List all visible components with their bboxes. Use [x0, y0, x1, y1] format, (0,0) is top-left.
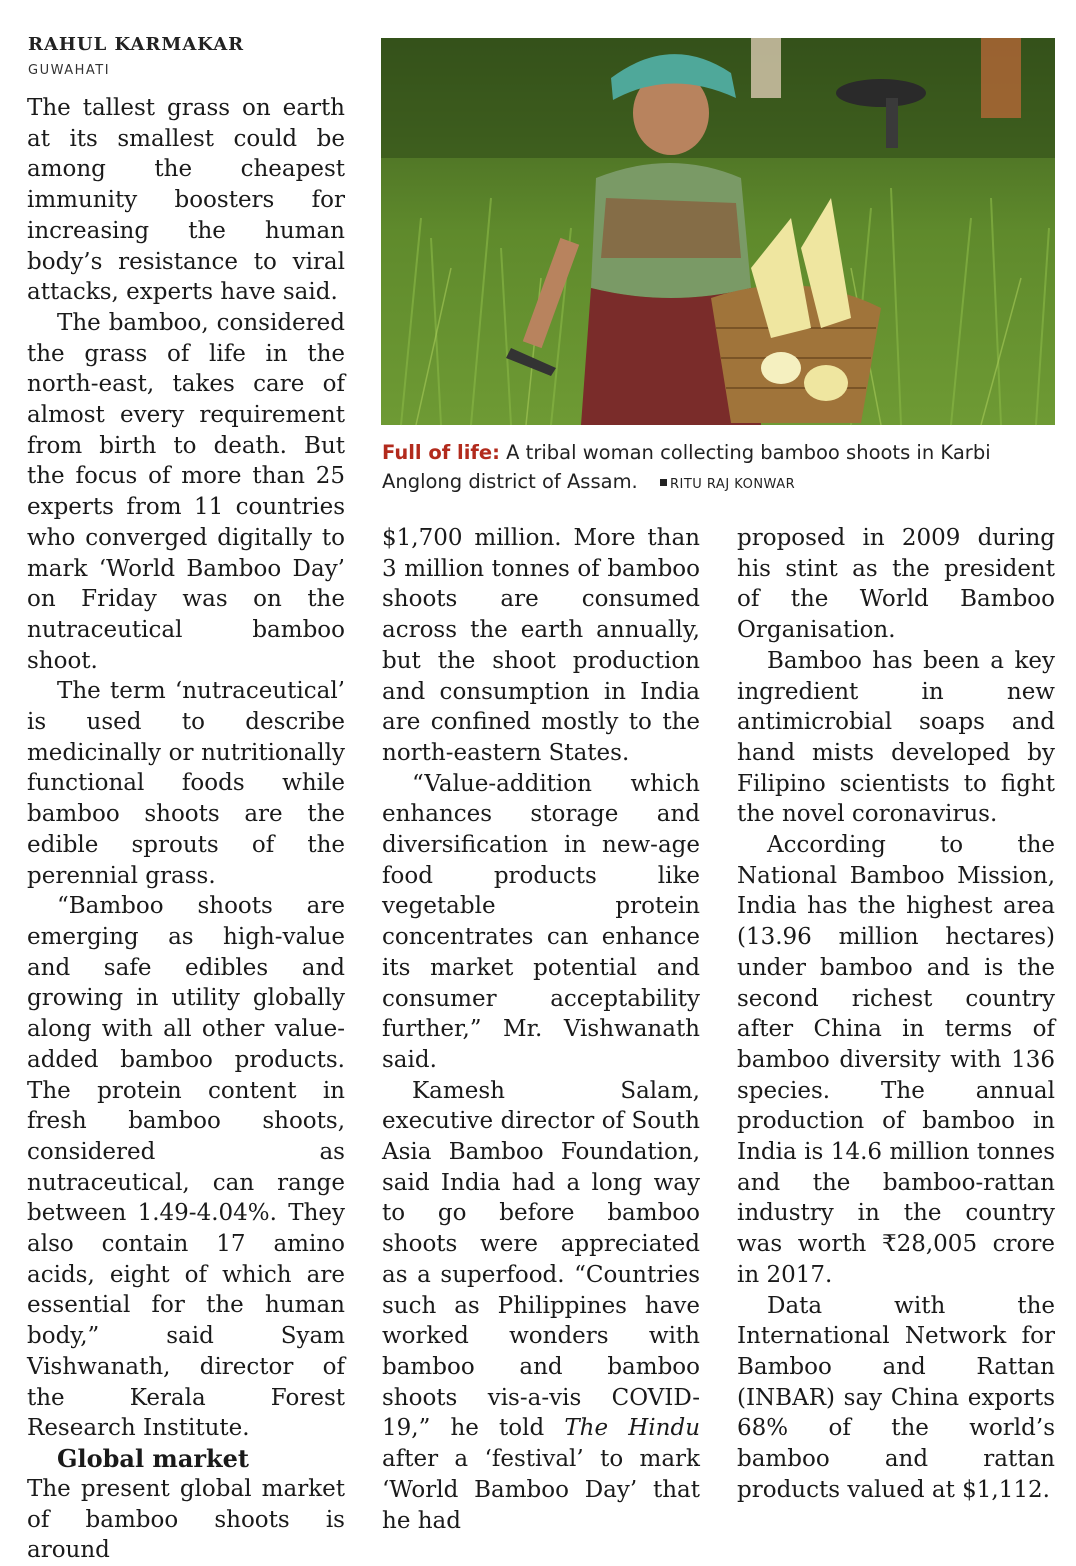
newspaper-name: The Hindu [564, 1415, 701, 1442]
paragraph-7-start: Kamesh Salam, executive director of South Asia Bamboo Foundation, said India had a long way to go before bamboo shoots were appreciated as a superfood. “Countries such as Philippines have worked wonders with bamboo and bamboo shoots vis-a-vis COVID-19,” he told [382, 1077, 700, 1442]
paragraph-1: The tallest grass on earth at its smallest could be among the cheapest immunity boosters for increasing the human body’s resistance to viral attacks, experts have said. [27, 95, 345, 306]
paragraph-10: Data with the International Network for Bamboo and Rattan (INBAR) say China exports 68% of the world’s bamboo and rattan products valued at $1,112. [737, 1292, 1055, 1503]
article-column-2 [382, 523, 700, 1536]
paragraph-7 [382, 1076, 700, 1537]
subheading-global-market: Global market [57, 1443, 249, 1473]
paragraph-5-continued: $1,700 million. More than 3 million tonnes of bamboo shoots are consumed across the earth annually, but the shoot production and consumption in India are confined mostly to the north-eastern States. [382, 525, 700, 766]
paragraph-7-continued: proposed in 2009 during his stint as the president of the World Bamboo Organisation. [737, 525, 1055, 644]
author-name: RAHUL KARMAKAR [28, 34, 245, 55]
paragraph-6: “Value-addition which enhances storage and diversification in new-age food products like vegetable protein concentrates can enhance its market potential and consumer acceptability further,” Mr. Vishwanath said. [382, 770, 700, 1073]
paragraph-7-end: after a ‘festival’ to mark ‘World Bamboo Day’ that he had [382, 1446, 700, 1534]
photo-credit [660, 477, 795, 492]
article-column-3 [737, 523, 1055, 1506]
paragraph-4: “Bamboo shoots are emerging as high-value and safe edibles and growing in utility globally along with all other value-added bamboo products. The protein content in fresh bamboo shoots, considered as nutraceutical, can range between 1.49-4.04%. They also contain 17 amino acids, eight of which are essential for the human body,” said Syam Vishwanath, director of the Kerala Forest Research Institute. [27, 893, 345, 1442]
credit-square-icon [660, 479, 667, 486]
paragraph-5: The present global market of bamboo shoots is around [27, 1475, 345, 1564]
photo-caption [382, 438, 1056, 499]
paragraph-2: The bamboo, considered the grass of life in the north-east, takes care of almost every requirement from birth to death. But the focus of more than 25 experts from 11 countries who converged digitally to mark ‘World Bamboo Day’ on Friday was on the nutraceutical bamboo shoot. [27, 309, 345, 674]
article-photo [381, 38, 1055, 425]
photo-credit-text: RITU RAJ KONWAR [669, 477, 796, 492]
caption-lead: Full of life: [382, 441, 500, 464]
article-column-1 [27, 93, 345, 1564]
caption-text: A tribal woman collecting bamboo shoots in Karbi Anglong district of Assam. [382, 441, 991, 493]
bamboo-collector-illustration [381, 38, 1055, 425]
paragraph-8: Bamboo has been a key ingredient in new antimicrobial soaps and hand mists developed by Filipino scientists to fight the novel coronavirus. [737, 647, 1055, 828]
paragraph-9: According to the National Bamboo Mission, India has the highest area (13.96 million hectares) under bamboo and is the second richest country after China in terms of bamboo diversity with 136 species. The annual production of bamboo in India is 14.6 million tonnes and the bamboo-rattan industry in the country was worth ₹28,005 crore in 2017. [737, 832, 1055, 1288]
dateline-location: GUWAHATI [28, 63, 111, 78]
paragraph-3: The term ‘nutraceutical’ is used to describe medicinally or nutritionally functional foods while bamboo shoots are the edible sprouts of the perennial grass. [27, 678, 345, 889]
